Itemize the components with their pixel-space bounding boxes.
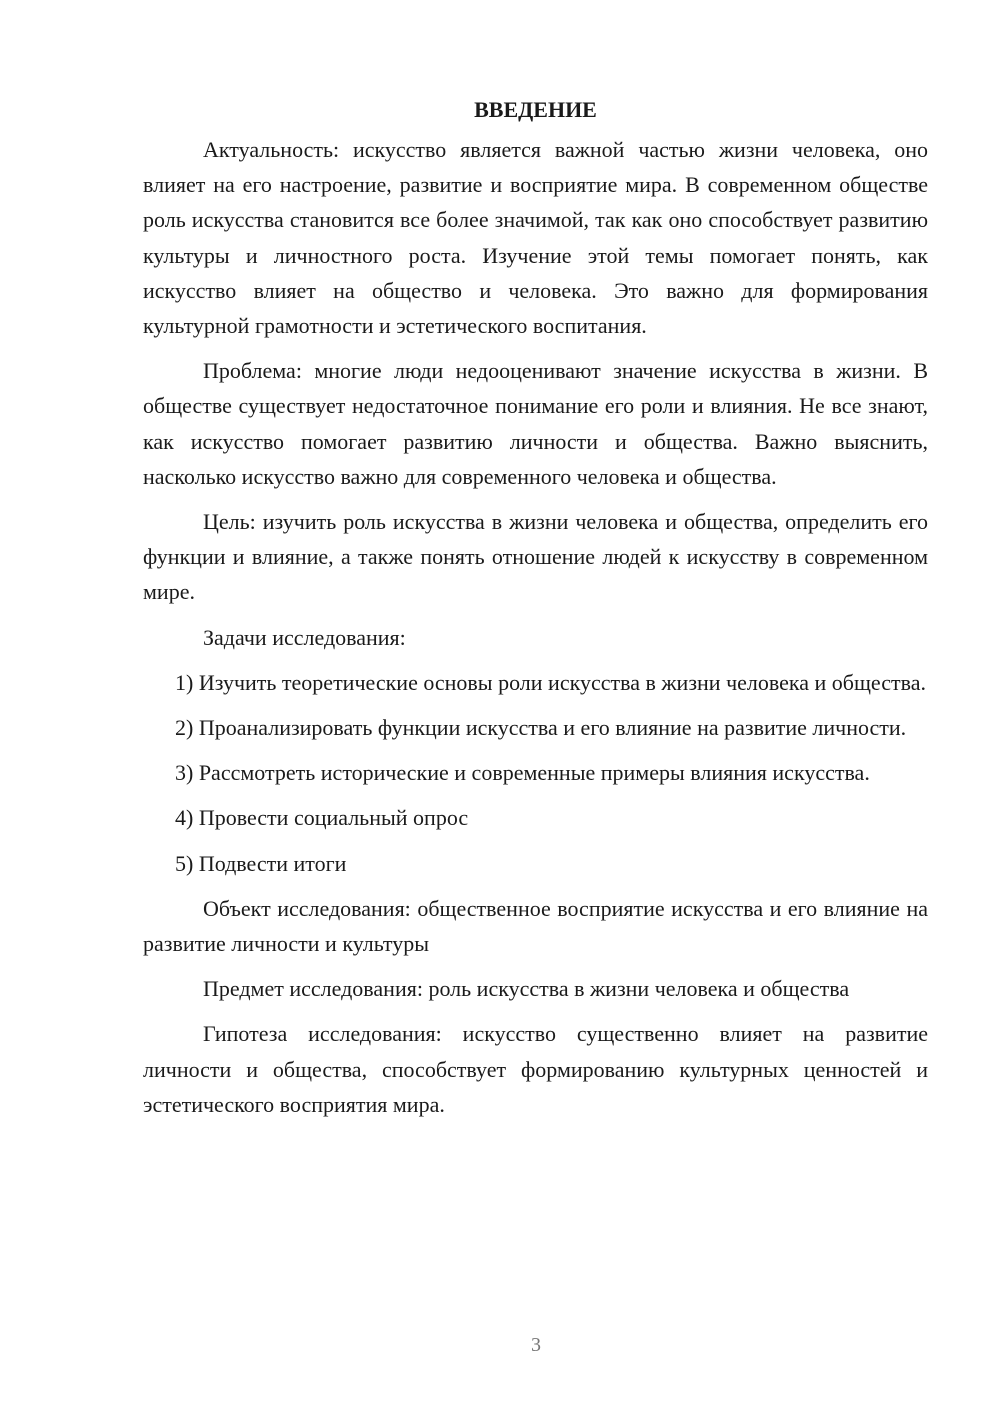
task-item-4: 4) Провести социальный опрос [175, 805, 469, 831]
paragraph-object: Объект исследования: общественное восприятие искусства и его влияние на развитие личности и культуры [143, 895, 928, 957]
page-number: 3 [531, 1334, 541, 1356]
task-item-2: 2) Проанализировать функции искусства и его влияние на развитие личности. [175, 715, 907, 741]
task-item-1: 1) Изучить теоретические основы роли искусства в жизни человека и общества. [175, 669, 926, 695]
paragraph-relevance: Актуальность: искусство является важной частью жизни человека, оно влияет на его настроение, развитие и восприятие мира. В современном обществе роль искусства становится все более значимой, так как оно способствует развитию культуры и личностного роста. Изучение этой темы помогает понять, как искусство влияет на общество и человека. Это важно для формирования культурной грамотности и эстетического воспитания. [143, 137, 928, 339]
paragraph-goal: Цель: изучить роль искусства в жизни человека и общества, определить его функции и влияние, а также понять отношение людей к искусству в современном мире. [143, 509, 928, 605]
section-title: ВВЕДЕНИЕ [474, 97, 597, 122]
paragraph-tasks-heading: Задачи исследования: [203, 624, 406, 650]
paragraph-problem: Проблема: многие люди недооценивают значение искусства в жизни. В обществе существует недостаточное понимание его роли и влияния. Не все знают, как искусство помогает развитию личности и общества. Важно выяснить, насколько искусство важно для современного человека и общества. [143, 358, 928, 489]
paragraph-hypothesis: Гипотеза исследования: искусство существенно влияет на развитие личности и общества, способствует формированию культурных ценностей и эстетического восприятия мира. [143, 1021, 928, 1117]
task-item-3: 3) Рассмотреть исторические и современные примеры влияния искусства. [175, 760, 870, 786]
task-item-5: 5) Подвести итоги [175, 850, 347, 876]
document-page [143, 95, 928, 1132]
paragraph-subject: Предмет исследования: роль искусства в жизни человека и общества [203, 976, 850, 1002]
